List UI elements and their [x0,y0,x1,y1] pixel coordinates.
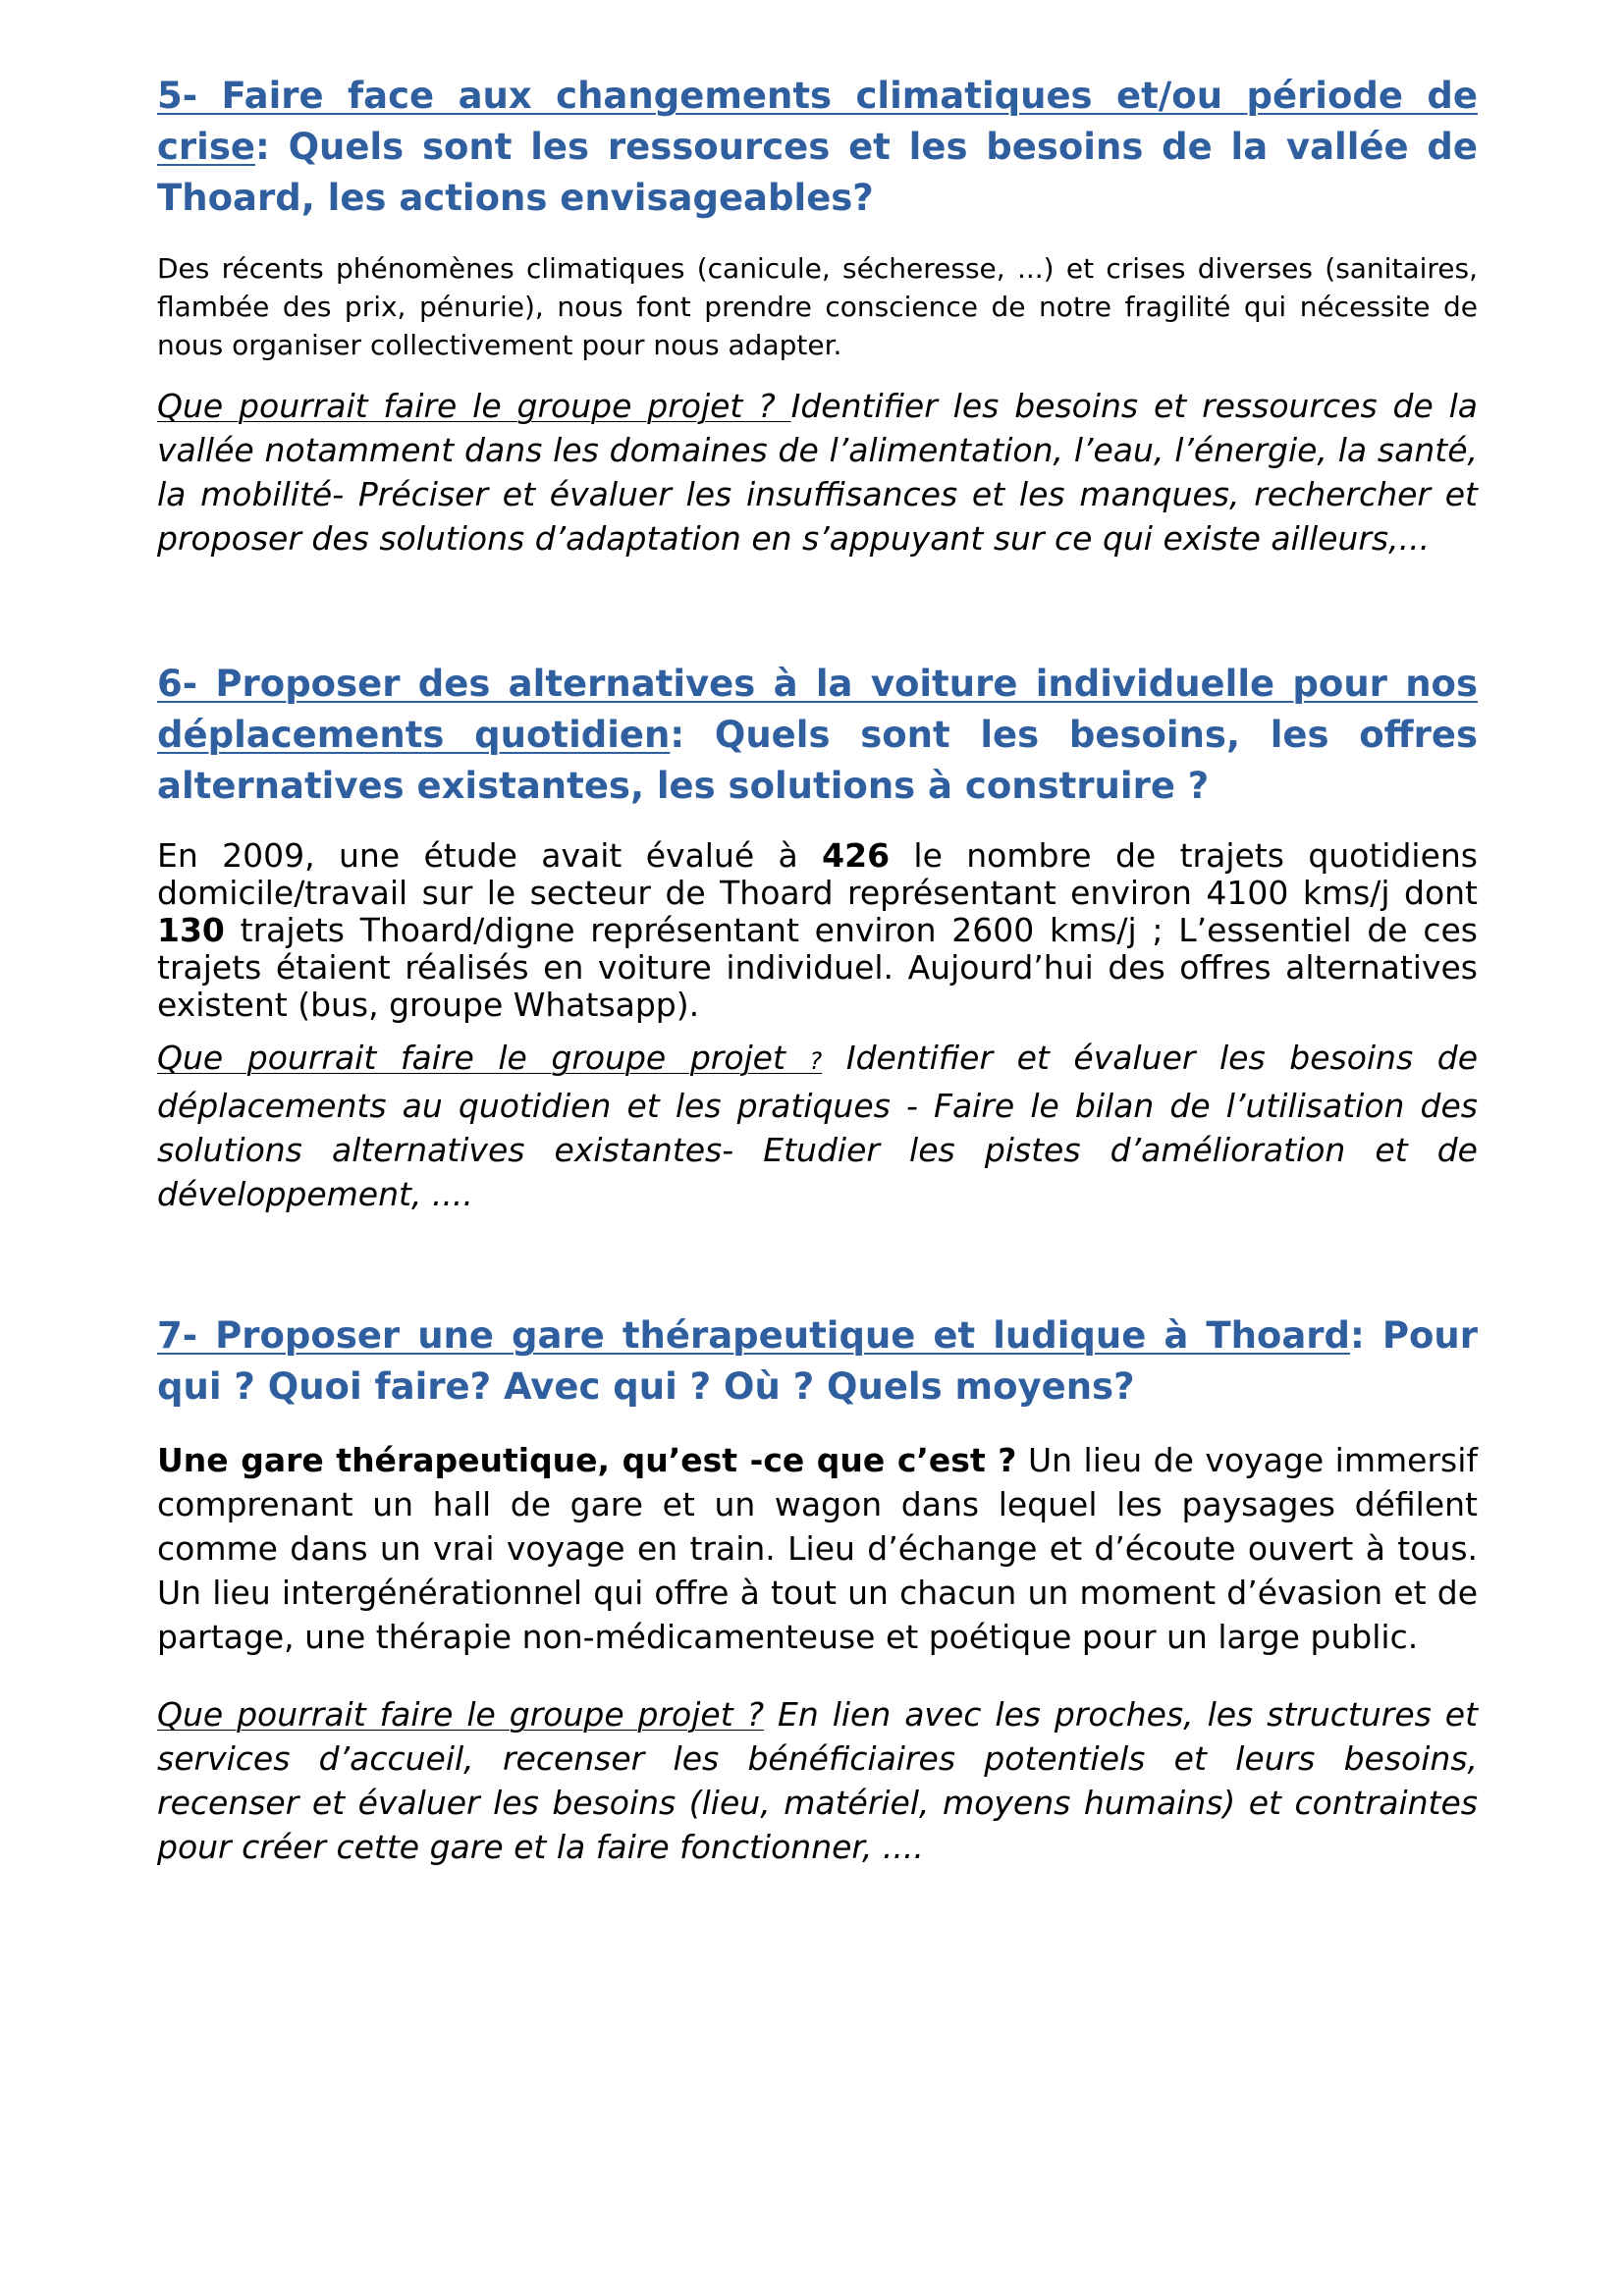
section-6-heading-question: : Quels sont les besoins, les offres alternatives existantes, les solutions à construire ? [157,714,1478,807]
section-7-definition-title: Une gare thérapeutique, qu’est -ce que c’est ? [157,1441,1017,1479]
section-6-prompt-text: Que pourrait faire le groupe projet [157,1039,810,1077]
section-6-context-part2: le nombre de trajets quotidiens domicile/travail sur le secteur de Thoard représentant environ 4100 kms/j dont [157,836,1479,912]
section-6 [157,659,1478,1216]
section-5-heading-title: 5- Faire face aux changements climatiques et/ou période de crise [157,75,1478,168]
section-6-actions [157,1036,1478,1216]
section-6-context-part1: En 2009, une étude avait évalué à [157,836,823,875]
section-6-action-text: Identifier et évaluer les besoins de déplacements au quotidien et les pratiques - Faire le bilan de l’utilisation des solutions alternatives existantes- Etudier les pistes d’amélioration et de développement, .... [157,1039,1478,1213]
section-6-context-part3: trajets Thoard/digne représentant environ 2600 kms/j ; L’essentiel de ces trajets étaient réalisés en voiture individuel. Aujourd’hui des offres alternatives existent (bus, groupe Whatsapp). [157,911,1478,1024]
section-5-actions [157,384,1478,561]
section-7-heading [157,1310,1478,1413]
section-7-heading-question: : Pour qui ? Quoi faire? Avec qui ? Où ? Quels moyens? [157,1314,1478,1408]
section-6-heading-title: 6- Proposer des alternatives à la voiture individuelle pour nos déplacements quotidien [157,663,1478,756]
section-5-context: Des récents phénomènes climatiques (canicule, sécheresse, ...) et crises diverses (sanitaires, flambée des prix, pénurie), nous font prendre conscience de notre fragilité qui nécessite de nous organiser collectivement pour nous adapter. [157,252,1478,361]
section-7-action-text: En lien avec les proches, les structures et services d’accueil, recenser les bénéficiaires potentiels et leurs besoins, recenser et évaluer les besoins (lieu, matériel, moyens humains) et contraintes pour créer cette gare et la faire fonctionner, .... [157,1695,1479,1866]
section-6-context [157,837,1478,1024]
section-7-actions [157,1692,1478,1869]
section-5-heading-question: : Quels sont les ressources et les besoins de la vallée de Thoard, les actions envisageables? [157,126,1478,219]
section-5-prompt: Que pourrait faire le groupe projet ? [157,387,791,425]
section-5-action-text: Identifier les besoins et ressources de la vallée notamment dans les domaines de l’alimentation, l’eau, l’énergie, la santé, la mobilité- Préciser et évaluer les insuffisances et les manques, rechercher et proposer des solutions d’adaptation en s’appuyant sur ce qui existe ailleurs,... [157,387,1478,558]
document-page [157,71,1478,1869]
section-5 [157,71,1478,561]
trips-count-thoard-digne: 130 [157,911,225,949]
section-7-prompt: Que pourrait faire le groupe projet ? [157,1695,765,1734]
section-6-prompt [157,1039,822,1077]
section-7-context [157,1438,1478,1659]
section-7-definition-text: Un lieu de voyage immersif comprenant un hall de gare et un wagon dans lequel les paysages défilent comme dans un vrai voyage en train. Lieu d’échange et d’écoute ouvert à tous. Un lieu intergénérationnel qui offre à tout un chacun un moment d’évasion et de partage, une thérapie non-médicamenteuse et poétique pour un large public. [157,1441,1478,1656]
trips-count-total: 426 [822,836,891,875]
section-7-heading-title: 7- Proposer une gare thérapeutique et ludique à Thoard [157,1314,1351,1357]
section-5-heading [157,71,1478,224]
section-6-prompt-qmark: ? [809,1047,823,1075]
section-6-heading [157,659,1478,812]
section-7 [157,1310,1478,1869]
